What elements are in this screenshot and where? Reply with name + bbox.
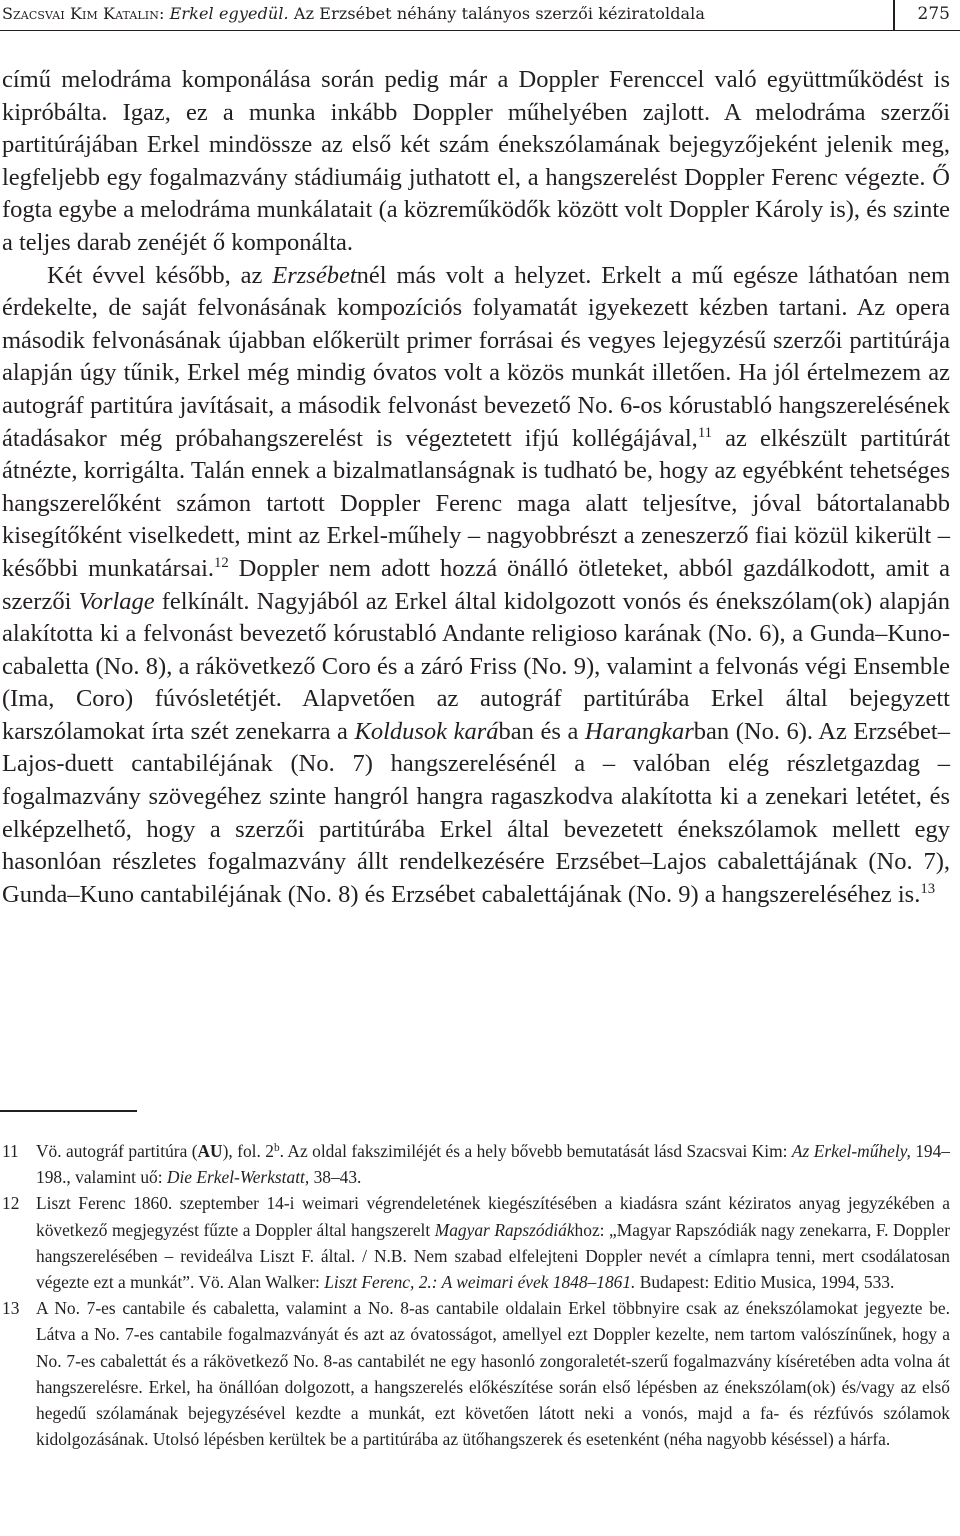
paragraph-2 (2, 260, 950, 912)
fn11-text-e: 38–43. (309, 1167, 362, 1188)
paragraph-1-text: című melodráma komponálása során pedig már a Doppler Ferenccel való együttműködést is kipróbálta. Igaz, ez a munka inkább Doppler műhelyében zajlott. A melodráma szerzői partitúrájában Erkel mindössze az első két szám énekszólamának bejegyzőjeként jelenik meg, legfeljebb egy fogalmazvány stádiumáig juthatott el, a hangszerelést Doppler Ferenc végezte. Ő fogta egybe a melodráma munkálatait (a közreműködők között volt Doppler Károly is), és szinte a teljes darab zenéjét ő komponálta. (2, 66, 950, 256)
footnote-11 (2, 1138, 950, 1190)
fn13-text: A No. 7-es cantabile és cabaletta, valamint a No. 8-as cantabile oldalain Erkel többnyire csak az énekszólamokat jegyezte be. Látva a No. 7-es cantabile fogalmazványát és azt az óvatosságot, amellyel ezt Doppler kezelte, nem tartom valószínűnek, hogy a No. 7-es cabalettát és a rákövetkező No. 8-as cantabilét ne egy hasonló zongoraletét-szerű fogalmazvány kíséretében adta volna át hangszerelésre. Erkel, ha önállóan dolgozott, a hangszerelés előkészítése során első lépésben az énekszólam(ok) és/vagy az első hegedű szólamának bejegyzésével kezdte a munkát, ezt követően látott neki a vonós, majd a fa- és rézfúvós szólamok kidolgozásának. Utolsó lépésben kerültek be a partitúrába az ütőhangszerek és esetenként (néha nagyobb késéssel) a hárfa. (36, 1298, 950, 1450)
header-title: Erkel egyedül. (169, 4, 289, 23)
footnote-12 (2, 1190, 950, 1295)
p2-text-g: ban (No. 6). Az Erzsébet–Lajos-duett cantabiléjának (No. 7) hangszerelésénél a – valóban elég részletgazdag – fogalmazvány szövegéhez szinte hangról hangra ragaszkodva alakította ki a zenekari letétet, és elképzelhető, hogy a szerzői partitúrába Erkel által bevezetett énekszólamok mellett egy hasonlóan részletes fogalmazvány állt rendelkezésére Erzsébet–Lajos cabalettájának (No. 7), Gunda–Kuno cantabiléjának (No. 8) és Erzsébet cabalettájának (No. 9) a hangszereléséhez is. (2, 717, 950, 908)
p2-italic-erzsebet: Erzsébet (272, 261, 357, 289)
fn12-text-c: Budapest: Editio Musica, 1994, 533. (635, 1272, 895, 1293)
fn11-text-c: . Az oldal fakszimiléjét és a hely bővebb bemutatását lásd Szacsvai Kim: (279, 1141, 792, 1161)
p2-text-b: nél más volt a helyzet. Erkelt a mű egésze láthatóan nem érdekelte, de saját felvonásának kompozíciós folyamatát igyekezett kézben tartani. Az opera második felvonásának újabban előkerült primer forrásai és vegyes lejegyzésű szerzői partitúrája alapján úgy tűnik, Erkel még mindig óvatos volt a közös munkát illetően. Ha jól értelmezem az autográf partitúra javításait, a második felvonást bevezető No. 6-os kórustabló hangszerelésének átadásakor még próbahangszerelést is végeztetett ifjú kollégájával, (2, 261, 950, 452)
header-text (2, 4, 705, 23)
footnote-rule (0, 1110, 137, 1112)
footnote-ref-13[interactable]: 13 (920, 881, 936, 898)
p2-text-e: felkínált. Nagyjából az Erkel által kidolgozott vonós és énekszólam(ok) alapján alakította ki a felvonást bevezető kórustabló Andante religioso karának (No. 6), a Gunda–Kuno-cabaletta (No. 8), a rákövetkező Coro és a záró Friss (No. 9), valamint a felvonás végi Ensemble (Ima, Coro) fúvósletétjét. Alapvetően az autográf partitúrába Erkel által bejegyzett karszólamokat írta szét zenekarra a (2, 587, 950, 745)
p2-text-c: az elkészült partitúrát átnézte, korrigálta. Talán ennek a bizalmatlanságnak is tudható be, hogy az egyébként tehetséges hangszerelőként számon tartott Doppler Ferenc maga alatt teljesítve, jóval bátortalanabb kisegítőként viselkedett, mint az Erkel-műhely – nagyobbrészt a zeneszerző fiai közül kikerült – későbbi munkatársai. (2, 424, 950, 582)
footnote-ref-12[interactable]: 12 (214, 555, 229, 572)
fn12-italic-rapszodiak: Magyar Rapszódiák (434, 1219, 575, 1240)
fn11-text-d: 194–198., valamint uő: (36, 1141, 950, 1188)
p2-italic-harangkar: Harangkar (584, 717, 694, 745)
header-author: Szacsvai Kim Katalin: (2, 4, 165, 23)
body-text (2, 64, 950, 911)
running-header (0, 0, 960, 31)
fn12-text-a: Liszt Ferenc 1860. szeptember 14-i weimari végrendeletének kiegészítésében a kiadásra szánt kéziratos anyag jegyzékében a következő megjegyzést fűzte a Doppler által hangszerelt (36, 1193, 950, 1240)
p2-text-d: Doppler nem adott hozzá önálló ötleteket, abból gazdálkodott, amit a szerzői (2, 554, 951, 615)
fn11-italic-title-1: Az Erkel-műhely, (791, 1141, 911, 1161)
footnote-ref-11[interactable]: 11 (697, 424, 712, 441)
fn12-italic-liszt: Liszt Ferenc, 2.: A weimari évek 1848–1861. (324, 1272, 636, 1293)
footnote-number: 13 (2, 1298, 20, 1319)
footnotes (2, 1138, 950, 1452)
header-subtitle: Az Erzsébet néhány talányos szerzői kéziratoldala (293, 4, 706, 23)
p2-text-f: ban és a (498, 717, 585, 745)
footnote-body (36, 1190, 950, 1295)
footnote-number: 11 (2, 1141, 19, 1161)
header-separator (893, 0, 895, 30)
fn11-italic-title-2: Die Erkel-Werkstatt, (166, 1167, 310, 1188)
footnote-number: 12 (2, 1193, 20, 1214)
page-number: 275 (917, 4, 950, 24)
p2-italic-koldusok: Koldusok kará (354, 717, 499, 745)
footnote-body (36, 1295, 950, 1452)
fn11-text-b: ), fol. 2 (222, 1141, 274, 1161)
footnote-13 (2, 1295, 950, 1452)
footnote-body (36, 1138, 950, 1190)
fn11-bold-au: AU (197, 1141, 223, 1161)
paragraph-1 (2, 64, 950, 260)
fn11-superscript: b (273, 1141, 280, 1154)
p2-text-a: Két évvel később, az (47, 261, 273, 289)
p2-italic-vorlage: Vorlage (78, 587, 155, 615)
fn12-text-b: hoz: „Magyar Rapszódiák nagy zenekarra, F. Doppler hangszerelésében – revideálva Liszt F. által. / N.B. Nem szabad elfelejteni Doppler nevét a címlapra tenni, mert csodálatosan végezte ezt a munkát”. Vö. Alan Walker: (36, 1219, 950, 1293)
fn11-text-a: Vö. autográf partitúra ( (36, 1141, 198, 1161)
